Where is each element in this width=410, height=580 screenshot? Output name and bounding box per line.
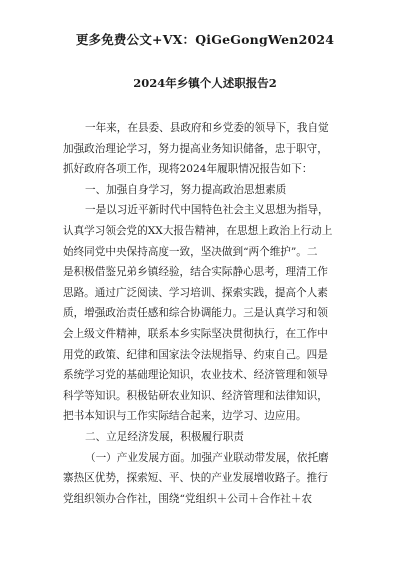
body-line: 抓好政府各项工作，现将2024年履职情况报告如下：	[63, 163, 313, 176]
body-line: 加强政治理论学习，努力提高业务知识储备，忠于职守，	[63, 142, 328, 155]
promo-banner: 更多免费公文+VX：QiGeGongWen2024	[75, 32, 335, 47]
body-line: 思路。通过广泛阅读、学习培训、探索实践，提高个人素	[63, 286, 328, 299]
body-line: 一、加强自身学习，努力提高政治思想素质	[85, 183, 287, 196]
body-line: 是积极借鉴兄弟乡镇经验，结合实际静心思考，理清工作	[63, 266, 328, 279]
body-line: 二、立足经济发展，积极履行职责	[85, 430, 244, 443]
body-line: 一是以习近平新时代中国特色社会主义思想为指导，	[85, 204, 329, 217]
body-line: 寨热区优势，探索短、平、快的产业发展增收路子。推行	[63, 472, 328, 485]
document-title: 2024年乡镇个人述职报告2	[133, 76, 277, 90]
document-body	[63, 118, 353, 509]
body-line: 始终同党中央保持高度一致，坚决做到“两个维护”。二	[63, 245, 318, 258]
body-line: 一年来，在县委、县政府和乡党委的领导下，我自觉	[85, 122, 329, 134]
body-line: 质，增强政治责任感和综合协调能力。三是认真学习和领	[63, 307, 328, 320]
body-line: 把书本知识与工作实际结合起来，边学习、边应用。	[63, 410, 307, 423]
body-line: 用党的政策、纪律和国家法令法规指导、约束自己。四是	[63, 348, 328, 361]
body-line: 会上级文件精神，联系本乡实际坚决贯彻执行，在工作中	[63, 327, 328, 340]
body-line: （一）产业发展方面。加强产业联动带发展，依托磨	[85, 451, 329, 464]
body-line: 认真学习领会党的XX大报告精神，在思想上政治上行动上	[63, 224, 333, 237]
body-line: 科学等知识。积极钻研农业知识、经济管理和法律知识，	[63, 389, 328, 402]
body-line: 系统学习党的基础理论知识，农业技术、经济管理和领导	[63, 369, 328, 382]
body-line: 党组织领办合作社，围绕“党组织＋公司＋合作社＋农	[63, 492, 313, 505]
